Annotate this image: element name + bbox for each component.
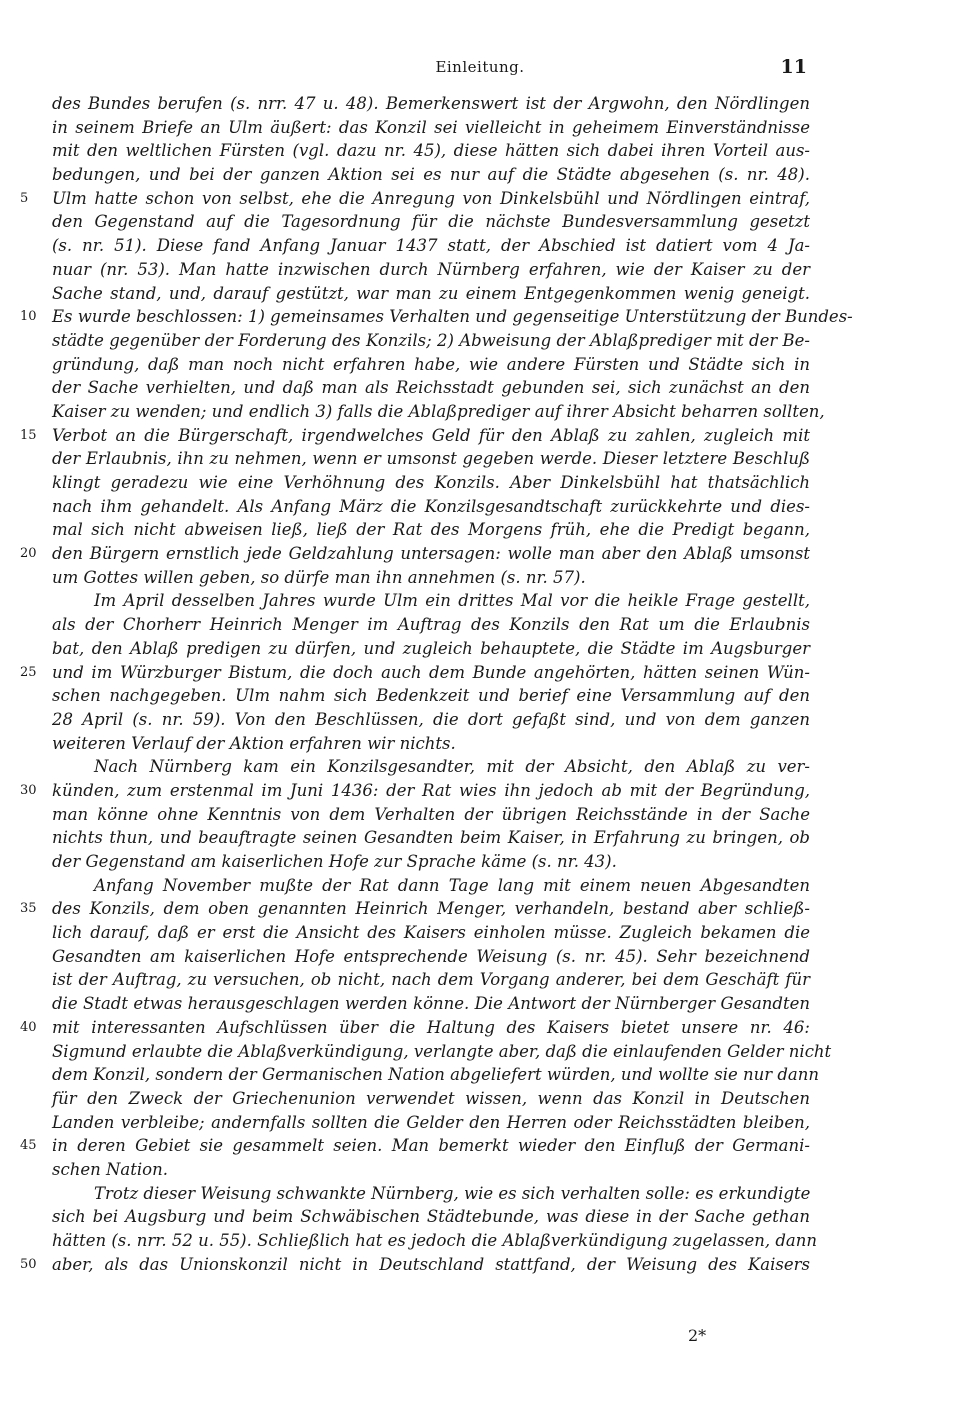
text-line xyxy=(0,1158,810,1182)
line-text: der Erlaubnis, ihn zu nehmen, wenn er umsonst gegeben werde. Dieser letztere Beschluß xyxy=(52,449,810,469)
text-line xyxy=(0,897,810,921)
text-line xyxy=(0,1134,810,1158)
line-number: 45 xyxy=(20,1138,37,1154)
line-number: 35 xyxy=(20,901,37,917)
text-line xyxy=(0,1182,810,1206)
line-text: Sache stand, und, darauf gestützt, war man zu einem Entgegenkommen wenig geneigt. xyxy=(52,283,810,303)
text-line xyxy=(0,210,810,234)
line-text: Es wurde beschlossen: 1) gemeinsames Verhalten und gegenseitige Unterstützung der Bundes- xyxy=(52,307,853,327)
text-line xyxy=(0,1229,817,1253)
text-line xyxy=(0,1253,810,1277)
text-line xyxy=(0,163,810,187)
line-text: nach ihm gehandelt. Als Anfang März die Konzilsgesandtschaft zurückkehrte und dies- xyxy=(52,496,810,516)
line-number: 20 xyxy=(20,546,37,562)
text-line xyxy=(0,613,810,637)
line-text: gründung, daß man noch nicht erfahren habe, wie andere Fürsten und Städte sich in xyxy=(52,354,810,374)
line-text: und im Würzburger Bistum, die doch auch dem Bunde angehörten, hätten seinen Wün- xyxy=(52,662,810,682)
line-text: schen nachgegeben. Ulm nahm sich Bedenkzeit und berief eine Versammlung auf den xyxy=(52,686,810,706)
text-line xyxy=(0,637,810,661)
line-text: mit interessanten Aufschlüssen über die Haltung des Kaisers bietet unsere nr. 46: xyxy=(52,1017,810,1037)
line-text: hätten (s. nrr. 52 u. 55). Schließlich hat es jedoch die Ablaßverkündigung zugelassen, dann xyxy=(52,1231,817,1250)
text-line xyxy=(0,187,810,211)
text-line xyxy=(0,850,810,874)
line-text: mit den weltlichen Fürsten (vgl. dazu nr. 45), diese hätten sich dabei ihren Vorteil aus- xyxy=(52,141,810,161)
text-line xyxy=(0,589,810,613)
line-text: Gesandten am kaiserlichen Hofe entsprechende Weisung (s. nr. 45). Sehr bezeichnend xyxy=(52,946,810,966)
text-line xyxy=(0,305,853,329)
line-number: 25 xyxy=(20,664,37,680)
line-text: künden, zum erstenmal im Juni 1436: der Rat wies ihn jedoch ab mit der Begründung, xyxy=(52,780,810,800)
text-line xyxy=(0,495,810,519)
line-text: Kaiser zu wenden; und endlich 3) falls die Ablaßprediger auf ihrer Absicht beharren sollten, xyxy=(52,401,825,421)
line-text: 28 April (s. nr. 59). Von den Beschlüssen, die dort gefaßt sind, und von dem ganzen xyxy=(52,709,810,729)
text-line xyxy=(0,329,810,353)
line-text: weiteren Verlauf der Aktion erfahren wir nichts. xyxy=(52,733,456,753)
text-line xyxy=(0,1063,820,1087)
text-line xyxy=(0,282,810,306)
text-line xyxy=(0,258,810,282)
line-text: klingt geradezu wie eine Verhöhnung des Konzils. Aber Dinkelsbühl hat thatsächlich xyxy=(52,473,810,492)
line-text: ist der Auftrag, zu versuchen, ob nicht, nach dem Vorgang anderer, bei dem Geschäft für xyxy=(52,970,810,990)
text-line xyxy=(0,1087,810,1111)
line-text: des Konzils, dem oben genannten Heinrich Menger, verhandeln, bestand aber schließ- xyxy=(52,899,810,919)
text-line xyxy=(0,921,810,945)
line-text: um Gottes willen geben, so dürfe man ihn annehmen (s. nr. 57). xyxy=(52,567,586,587)
line-text: in deren Gebiet sie gesammelt seien. Man bemerkt wieder den Einfluß der Germani- xyxy=(52,1136,810,1156)
signature-mark: 2* xyxy=(688,1326,707,1345)
text-line xyxy=(0,92,810,116)
line-number: 30 xyxy=(20,782,37,798)
text-line xyxy=(0,353,810,377)
line-text: als der Chorherr Heinrich Menger im Auftrag des Konzils den Rat um die Erlaubnis xyxy=(52,615,810,635)
line-text: man könne ohne Kenntnis von dem Verhalten der übrigen Reichsstände in der Sache xyxy=(52,804,810,824)
text-line xyxy=(0,826,810,850)
text-line xyxy=(0,661,810,685)
line-text: für den Zweck der Griechenunion verwendet wissen, wenn das Konzil in Deutschen xyxy=(52,1088,810,1108)
text-line xyxy=(0,1040,832,1064)
line-text: den Gegenstand auf die Tagesordnung für die nächste Bundesversammlung gesetzt xyxy=(52,212,810,232)
line-text: Landen verbleibe; andernfalls sollten die Gelder den Herren oder Reichsstädten bleiben, xyxy=(52,1112,810,1132)
line-text: nuar (nr. 53). Man hatte inzwischen durch Nürnberg erfahren, wie der Kaiser zu der xyxy=(52,259,810,279)
text-line xyxy=(0,779,810,803)
text-line xyxy=(0,116,810,140)
text-line xyxy=(0,708,810,732)
text-line xyxy=(0,803,810,827)
line-text: bat, den Ablaß predigen zu dürfen, und zugleich behauptete, die Städte im Augsburger xyxy=(52,638,810,658)
line-number: 40 xyxy=(20,1019,37,1035)
line-text: lich darauf, daß er erst die Ansicht des Kaisers einholen müsse. Zugleich bekamen die xyxy=(52,923,810,943)
line-text: (s. nr. 51). Diese fand Anfang Januar 1437 statt, der Abschied ist datiert vom 4 Ja- xyxy=(52,236,810,256)
text-line xyxy=(0,755,810,779)
text-line xyxy=(0,945,810,969)
line-number: 10 xyxy=(20,309,37,325)
text-line xyxy=(0,684,810,708)
line-text: Sigmund erlaubte die Ablaßverkündigung, verlangte aber, daß die einlaufenden Gelder nicht xyxy=(52,1041,832,1061)
running-title: Einleitung. xyxy=(435,58,525,76)
line-number: 15 xyxy=(20,427,37,443)
line-text: Ulm hatte schon von selbst, ehe die Anregung von Dinkelsbühl und Nördlingen eintraf, xyxy=(52,188,810,208)
text-line xyxy=(0,968,810,992)
text-line xyxy=(0,542,810,566)
line-text: Anfang November mußte der Rat dann Tage lang mit einem neuen Abgesandten xyxy=(94,875,810,895)
line-text: der Gegenstand am kaiserlichen Hofe zur Sprache käme (s. nr. 43). xyxy=(52,852,617,871)
line-text: Verbot an die Bürgerschaft, irgendwelches Geld für den Ablaß zu zahlen, zugleich mit xyxy=(52,425,810,445)
text-line xyxy=(0,376,810,400)
text-line xyxy=(0,447,810,471)
line-text: mal sich nicht abweisen ließ, ließ der Rat des Morgens früh, ehe die Predigt begann, xyxy=(52,520,810,540)
line-text: nichts thun, und beauftragte seinen Gesandten beim Kaiser, in Erfahrung zu bringen, ob xyxy=(52,828,810,848)
line-text: die Stadt etwas herausgeschlagen werden könne. Die Antwort der Nürnberger Gesandten xyxy=(52,994,810,1014)
line-text: städte gegenüber der Forderung des Konzils; 2) Abweisung der Ablaßprediger mit der Be- xyxy=(52,330,810,350)
text-line xyxy=(0,732,810,756)
line-text: dem Konzil, sondern der Germanischen Nation abgeliefert würden, und wollte sie nur dann xyxy=(52,1065,820,1085)
text-line xyxy=(0,1205,810,1229)
text-line xyxy=(0,424,810,448)
line-text: der Sache verhielten, und daß man als Reichsstadt gebunden sei, sich zunächst an den xyxy=(52,378,810,398)
line-text: in seinem Briefe an Ulm äußert: das Konzil sei vielleicht in geheimem Einverständnisse xyxy=(52,117,810,137)
line-text: Nach Nürnberg kam ein Konzilsgesandter, mit der Absicht, den Ablaß zu ver- xyxy=(94,757,810,777)
line-text: schen Nation. xyxy=(52,1159,168,1179)
text-line xyxy=(0,139,810,163)
text-line xyxy=(0,874,810,898)
text-line xyxy=(0,234,810,258)
text-line xyxy=(0,992,810,1016)
text-line xyxy=(0,1016,810,1040)
text-line xyxy=(0,400,825,424)
line-text: Trotz dieser Weisung schwankte Nürnberg, wie es sich verhalten solle: es erkundigte xyxy=(94,1183,811,1203)
page-number: 11 xyxy=(780,56,807,78)
line-text: den Bürgern ernstlich jede Geldzahlung untersagen: wolle man aber den Ablaß umsonst xyxy=(52,544,810,564)
text-line xyxy=(0,1111,810,1135)
line-text: Im April desselben Jahres wurde Ulm ein drittes Mal vor die heikle Frage gestellt, xyxy=(94,591,810,611)
text-line xyxy=(0,471,810,495)
text-line xyxy=(0,518,810,542)
line-text: sich bei Augsburg und beim Schwäbischen Städtebunde, was diese in der Sache gethan xyxy=(52,1207,810,1227)
page-header xyxy=(0,56,960,86)
main-text xyxy=(0,92,960,1276)
line-number: 50 xyxy=(20,1256,37,1272)
text-line xyxy=(0,566,810,590)
line-text: bedungen, und bei der ganzen Aktion sei es nur auf die Städte abgesehen (s. nr. 48). xyxy=(52,165,810,185)
line-text: aber, als das Unionskonzil nicht in Deutschland stattfand, der Weisung des Kaisers xyxy=(52,1254,810,1274)
line-text: des Bundes berufen (s. nrr. 47 u. 48). Bemerkenswert ist der Argwohn, den Nördlingen xyxy=(52,94,810,113)
line-number: 5 xyxy=(20,190,29,206)
